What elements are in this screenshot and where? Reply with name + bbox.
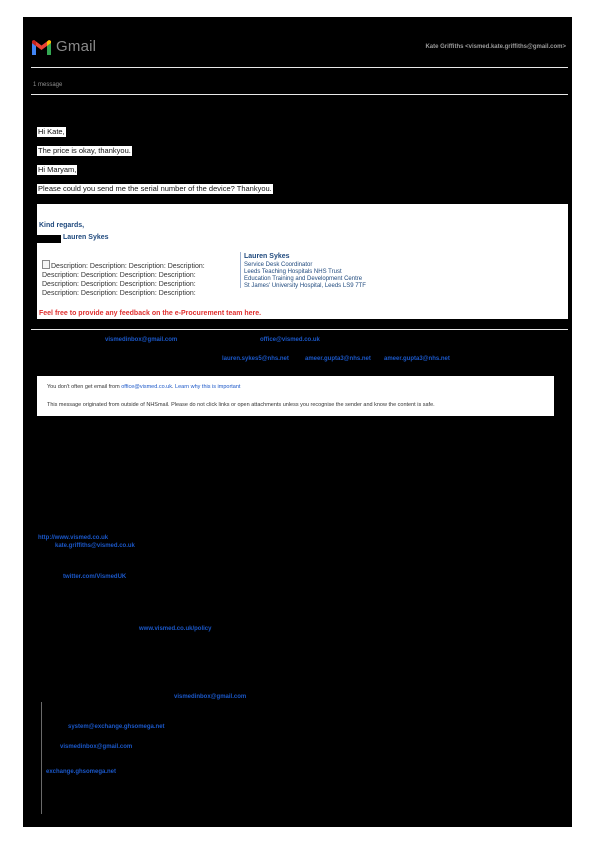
greeting-line-2: Hi Maryam,: [38, 165, 77, 174]
quote-bar: [41, 702, 42, 814]
gmail-m-icon: [32, 40, 51, 55]
external-sender-notice: [37, 376, 554, 416]
signature-image-placeholder: [42, 260, 222, 297]
quoted-domain-link[interactable]: exchange.ghsomega.net: [46, 769, 117, 775]
cc-email-link-3[interactable]: ameer.gupta3@nhs.net: [384, 356, 450, 362]
card-department: Education Training and Development Centre: [244, 276, 363, 282]
notice-sender-link[interactable]: office@vismed.co.uk: [121, 384, 172, 390]
notice-prefix: You don't often get email from: [47, 384, 122, 390]
to-email-link[interactable]: office@vismed.co.uk: [260, 337, 320, 343]
quoted-cc-link[interactable]: vismedinbox@gmail.com: [60, 744, 133, 750]
signature-regards: Kind regards,: [39, 222, 85, 229]
email-print-page: [23, 17, 572, 827]
notice-line-1: You don't often get email from office@vismed.co.uk. Learn why this is important: [47, 384, 241, 390]
learn-why-link[interactable]: Learn why this is important: [175, 384, 241, 390]
account-address: Kate Griffiths <vismed.kate.griffiths@gmail.com>: [425, 44, 566, 50]
gmail-wordmark: Gmail: [56, 38, 97, 55]
card-divider: [240, 252, 241, 288]
signature-block: [37, 204, 568, 319]
cc-email-link-1[interactable]: lauren.sykes5@nhs.net: [222, 356, 289, 362]
card-title: Service Desk Coordinator: [244, 262, 313, 268]
thread-divider: [31, 94, 568, 95]
signature-image-alt: Description: Description: Description: Description: Description: Description: Description: Description: Description: Description: Description: Description: Description: Description: Description: Description:: [42, 263, 205, 297]
quoted-from-link[interactable]: vismedinbox@gmail.com: [174, 694, 247, 700]
cc-email-link-2[interactable]: ameer.gupta3@nhs.net: [305, 356, 371, 362]
quote-divider: [31, 329, 568, 330]
message-count: 1 message: [33, 82, 63, 88]
website-link[interactable]: http://www.vismed.co.uk: [38, 535, 109, 541]
header-divider: [31, 67, 568, 68]
greeting-line: Hi Kate,: [38, 127, 65, 136]
body-line-serial: Please could you send me the serial number of the device? Thankyou.: [38, 184, 272, 193]
kate-email-link[interactable]: kate.griffiths@vismed.co.uk: [55, 543, 135, 549]
card-organisation: Leeds Teaching Hospitals NHS Trust: [244, 269, 342, 275]
card-address: St James' University Hospital, Leeds LS9 7TF: [244, 283, 366, 289]
notice-line-2: This message originated from outside of NHSmail. Please do not click links or open attachments unless you recognise the sender and know the content is safe.: [47, 402, 435, 408]
signature-name: Lauren Sykes: [63, 234, 109, 241]
redaction-bar: [37, 235, 61, 243]
from-email-link[interactable]: vismedinbox@gmail.com: [105, 337, 178, 343]
card-name: Lauren Sykes: [244, 253, 290, 260]
feedback-link[interactable]: Feel free to provide any feedback on the e-Procurement team here.: [39, 310, 262, 317]
body-line-price: The price is okay, thankyou.: [38, 146, 131, 155]
quoted-to-link[interactable]: system@exchange.ghsomega.net: [68, 724, 165, 730]
policy-link[interactable]: www.vismed.co.uk/policy: [139, 626, 212, 632]
broken-image-icon: [42, 260, 50, 269]
twitter-link[interactable]: twitter.com/VismedUK: [63, 574, 127, 580]
